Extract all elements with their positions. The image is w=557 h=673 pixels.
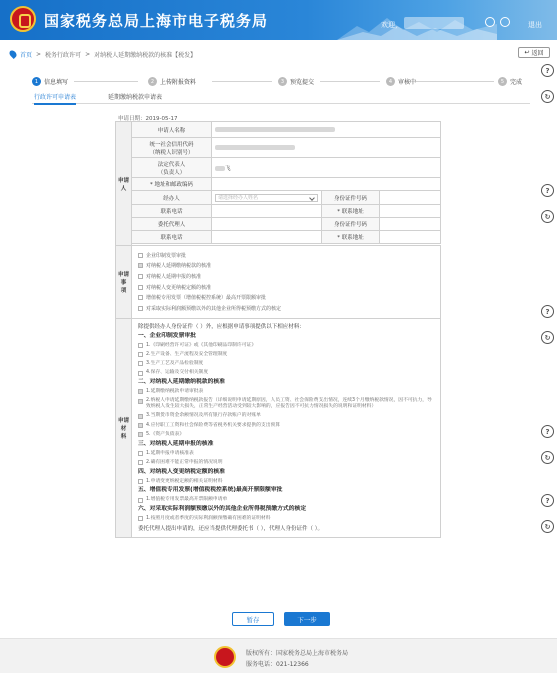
checkbox-checked[interactable]	[138, 399, 143, 404]
exit-link[interactable]: 退出	[528, 21, 542, 29]
agent-address-value[interactable]	[380, 231, 441, 244]
progress-steps	[32, 77, 530, 89]
breadcrumb-separator: >	[85, 50, 91, 58]
material-item[interactable]: 1.按照月度或者季度的实际利润额预缴确有困难的证明材料	[138, 514, 434, 523]
location-pin-icon	[8, 49, 18, 59]
materials-intro: 除提供经办人身份证件（ ）外，应根据申请事项提供以下相应材料：	[138, 323, 305, 330]
material-group-title: 四、对纳税人变更纳税定额的核准	[138, 468, 225, 475]
checkbox[interactable]	[138, 479, 143, 484]
matter-item[interactable]: 对采取实际利润额预缴以外的其他企业所得税预缴方式的核定	[138, 303, 434, 314]
refresh-icon[interactable]: ↻	[541, 520, 554, 533]
user-icon[interactable]	[500, 17, 510, 27]
checkbox[interactable]	[138, 253, 143, 258]
breadcrumb-current: 对纳税人延期缴纳税款的核准【税发】	[94, 51, 197, 59]
back-arrow-icon: ↩	[524, 49, 530, 56]
label-legal-representative: 法定代表人 （负责人）	[132, 158, 212, 178]
step-review: 4 审核中	[386, 77, 416, 86]
address-postcode-value[interactable]	[212, 178, 441, 191]
refresh-icon[interactable]: ↻	[541, 90, 554, 103]
step-connector	[74, 81, 138, 82]
material-group-title: 二、对纳税人延期缴纳税款的核准	[138, 378, 225, 385]
matters-section-label: 申请事 项	[116, 246, 132, 319]
footer-copyright: 版权所有：国家税务总局上海市税务局	[246, 650, 349, 657]
footer-hotline: 服务电话：021-12366	[246, 661, 309, 668]
step-info-fill: 1 信息填写	[32, 77, 68, 86]
checkbox[interactable]	[138, 451, 143, 456]
checkbox-checked[interactable]	[138, 423, 143, 428]
material-item[interactable]: 5.《资产负债表》	[138, 430, 434, 439]
material-group-title: 六、对采取实际利润额预缴以外的其他企业所得税预缴方式的核定	[138, 505, 307, 512]
material-item[interactable]: 3.当期货币资金余额情况及所有银行存款账户的对账单	[138, 412, 434, 421]
checkbox-checked[interactable]	[138, 263, 143, 268]
checkbox[interactable]	[138, 352, 143, 357]
site-header	[0, 0, 557, 40]
label-handler-phone: 联系电话	[132, 205, 212, 218]
matter-item[interactable]: 对纳税人延期申报的核准	[138, 271, 434, 282]
help-icon[interactable]: ?	[541, 64, 554, 77]
handler-select[interactable]: 请选择经办人姓名	[215, 194, 318, 202]
matter-item[interactable]: 对纳税人延期缴纳税款的核准	[138, 261, 434, 272]
matter-item[interactable]: 企业印制发票审批	[138, 250, 434, 261]
matters-list	[132, 246, 441, 319]
material-item[interactable]: 1.增值税专用发票最高开票限额申请单	[138, 496, 434, 505]
next-step-button[interactable]: 下一步	[284, 612, 330, 626]
label-agent-address: * 联系地址	[322, 231, 380, 244]
breadcrumb-category[interactable]: 税务行政许可	[45, 51, 82, 59]
welcome-text: 欢迎，	[381, 21, 402, 29]
checkbox-checked[interactable]	[138, 432, 143, 437]
handler-address-value[interactable]	[380, 205, 441, 218]
materials-section-label: 申请材 料	[116, 318, 132, 537]
material-item[interactable]: 1.延期申报申请核准表	[138, 449, 434, 458]
message-icon[interactable]	[485, 17, 495, 27]
checkbox[interactable]	[138, 371, 143, 376]
refresh-icon[interactable]: ↻	[541, 451, 554, 464]
step-connector	[416, 81, 494, 82]
checkbox[interactable]	[138, 285, 143, 290]
label-agent-phone: 联系电话	[132, 231, 212, 244]
checkbox[interactable]	[138, 343, 143, 348]
label-address-postcode: * 地址和邮政编码	[132, 178, 212, 191]
checkbox[interactable]	[138, 295, 143, 300]
checkbox[interactable]	[138, 498, 143, 503]
label-agent: 委托代理人	[132, 218, 212, 231]
help-icon[interactable]: ?	[541, 305, 554, 318]
refresh-icon[interactable]: ↻	[541, 210, 554, 223]
material-item[interactable]: 3.生产工艺及产品检验制度	[138, 359, 434, 368]
material-item[interactable]: 1.《印刷经营许可证》或《其他印刷品印制许可证》	[138, 341, 434, 350]
refresh-icon[interactable]: ↻	[541, 331, 554, 344]
handler-id-value[interactable]	[380, 191, 441, 205]
matter-item[interactable]: 增值税专用发票（增值税税控系统）最高开票限额审批	[138, 292, 434, 303]
material-item[interactable]: 2.生产设备、生产流程及安全管理制度	[138, 350, 434, 359]
help-icon[interactable]: ?	[541, 184, 554, 197]
material-item[interactable]: 4.保存、运输及交付相关制度	[138, 369, 434, 378]
handler-phone-value[interactable]	[212, 205, 322, 218]
agent-value[interactable]	[212, 218, 322, 231]
tax-bureau-emblem-icon	[214, 646, 236, 668]
user-name-redacted	[404, 17, 464, 29]
label-handler: 经办人	[132, 191, 212, 205]
header-icon-group	[485, 17, 510, 27]
handler-select-cell	[212, 191, 322, 205]
step-connector	[212, 81, 272, 82]
site-title: 国家税务总局上海市电子税务局	[44, 12, 269, 30]
agent-phone-value[interactable]	[212, 231, 322, 244]
save-draft-button[interactable]: 暂存	[232, 612, 274, 626]
step-connector	[320, 81, 380, 82]
step-upload: 2 上传附报资料	[148, 77, 196, 86]
help-icon[interactable]: ?	[541, 425, 554, 438]
label-agent-id: 身份证件号码	[322, 218, 380, 231]
checkbox[interactable]	[138, 274, 143, 279]
checkbox[interactable]	[138, 516, 143, 521]
agent-id-value[interactable]	[380, 218, 441, 231]
material-item[interactable]: 2.确有困难不能正常申报的情况说明	[138, 458, 434, 467]
checkbox[interactable]	[138, 460, 143, 465]
checkbox-checked[interactable]	[138, 414, 143, 419]
application-form-table	[115, 121, 441, 538]
help-icon[interactable]: ?	[541, 494, 554, 507]
site-footer	[0, 638, 557, 673]
checkbox[interactable]	[138, 306, 143, 311]
checkbox-checked[interactable]	[138, 389, 143, 394]
label-credit-code: 统一社会信用代码 （纳税人识别号）	[132, 138, 212, 158]
applicant-name-value	[212, 122, 441, 138]
apply-date: 申请日期：2019-05-17	[118, 116, 178, 122]
label-handler-id: 身份证件号码	[322, 191, 380, 205]
tax-bureau-emblem-icon	[10, 6, 36, 32]
label-applicant-name: 申请人名称	[132, 122, 212, 138]
materials-list	[132, 318, 441, 537]
step-preview: 3 预览提交	[278, 77, 314, 86]
back-button[interactable]: ↩ 返回	[518, 47, 550, 58]
breadcrumb	[10, 48, 550, 60]
material-item[interactable]: 4.应付职工工资和社会保险费等省税务机关要求提供的支出预算	[138, 421, 434, 430]
breadcrumb-home[interactable]: 首页	[20, 51, 33, 59]
label-handler-address: * 联系地址	[322, 205, 380, 218]
material-group-title: 三、对纳税人延期申报的核准	[138, 440, 214, 447]
material-item[interactable]: 2.纳税人申请延期缴纳税款报告（详细说明申请延期原因，人员工资、社会保险费支出情况，连续3个月缴纳税款情况，因不可抗力，导致纳税人发生较大损失，正常生产经营活动受到较大影响的，应报告因不可抗力情况损失的说明和证明材料）	[138, 397, 434, 412]
form-tabs	[32, 92, 530, 104]
material-item[interactable]: 1.申请变更纳税定额的相关证明材料	[138, 477, 434, 486]
credit-code-value	[212, 138, 441, 158]
agent-materials-note: 委托代理人提出申请的，还应当提供代理委托书（ ），代理人身份证件（ ）。	[138, 525, 323, 532]
step-complete: 5 完成	[498, 77, 522, 86]
legal-representative-value: 飞	[212, 158, 441, 178]
material-item[interactable]: 1.延期缴纳税款申请审批表	[138, 387, 434, 396]
applicant-section-label: 申请人	[116, 122, 132, 246]
checkbox[interactable]	[138, 361, 143, 366]
breadcrumb-separator: >	[36, 50, 42, 58]
tab-deferred-payment-form[interactable]: 延期缴纳税款申请表	[108, 94, 163, 101]
matter-item[interactable]: 对纳税人变更纳税定额的核准	[138, 282, 434, 293]
material-group-title: 五、增值税专用发票(增值税税控系统)最高开票限额审批	[138, 487, 283, 494]
tab-admin-permit-form[interactable]: 行政许可申请表	[34, 92, 76, 105]
material-group-title: 一、企业印制发票审批	[138, 332, 196, 339]
